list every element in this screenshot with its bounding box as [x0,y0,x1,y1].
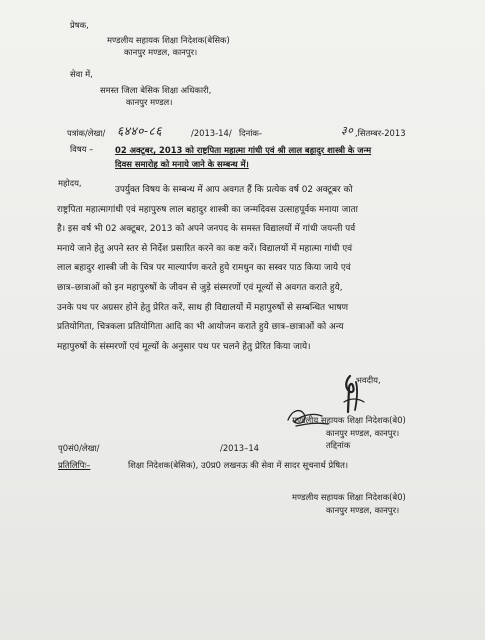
body-line: महापुरुषों के संस्मरणों एवं मूल्यों के अनुसार पथ पर चलने हेतु प्रेरित किया जाये। [57,341,311,352]
footer-signatory-designation: मण्डलीय सहायक शिक्षा निदेशक(बे0) [292,492,406,502]
sender-place: कानपुर मण्डल, कानपुर। [124,47,198,57]
reference-date-day: ३० [341,124,354,137]
copy-ref-label: पृ0सं0/लेखा/ [58,443,100,453]
reference-year: /2013-14/ [191,128,232,138]
sender-designation: मण्डलीय सहायक शिक्षा निदेशक(बेसिक) [107,35,230,45]
body-line: छात्र–छात्राओं को इन महापुरुषों के जीवन से जुड़े संस्मरणों एवं मूल्यों से अवगत कराते हुये, [57,282,343,293]
body-line: राष्ट्रपिता महात्मागांधी एवं महापुरुष लाल बहादुर शास्त्री का जन्मदिवस उत्साहपूर्वक मनाया जाता [57,204,358,215]
body-line: है। इस वर्ष भी 02 अक्टूबर, 2013 को अपने जनपद के समस्त विद्यालयों में गांधी जयन्ती पर्व [57,224,356,235]
sender-label: प्रेषक, [70,20,89,30]
subject-line-1: 02 अक्टूबर, 2013 को राष्ट्रपिता महात्मा गांधी एवं श्री लाल बहादुर शास्त्री के जन्म [115,145,372,155]
copy-same-date: तद्दिनांक [326,440,351,450]
copy-text: शिक्षा निदेशक(बेसिक), उ0प्र0 लखनऊ की सेवा में सादर सूचनार्थ प्रेषित। [128,460,349,470]
closing: भवदीय, [356,375,381,385]
body-line: उपर्युक्त विषय के सम्बन्ध में आप अवगत हैं कि प्रत्येक वर्ष 02 अक्टूबर को [115,185,353,195]
body-line: मनाये जाने हेतु अपने स्तर से निर्देश प्रसारित करने का कष्ट करें। विद्यालयों में महात्मा गांधी एवं [57,243,353,254]
reference-label: पत्रांक/लेखा/ [67,128,106,138]
reference-date-rest: ,सितम्बर-2013 [355,128,406,138]
reference-handwritten-number: ६४४०-८६ [117,124,162,138]
recipient-designation: समस्त जिला बेसिक शिक्षा अधिकारी, [100,85,212,95]
salutation: महोदय, [58,178,82,188]
body-line: प्रतियोगिता, चित्रकला प्रतियोगिता आदि का भी आयोजन कराते हुये छात्र–छात्राओं को अन्य [57,322,344,333]
subject-line-2: दिवस समारोह को मनाये जाने के सम्बन्ध में। [115,159,249,169]
subject-label: विषय – [70,144,94,154]
recipient-label: सेवा में, [70,69,93,79]
signatory-designation: मण्डलीय सहायक शिक्षा निदेशक(बे0) [292,415,406,425]
letter-body [57,178,441,357]
signatory-place: कानपुर मण्डल, कानपुर। [326,428,400,438]
recipient-place: कानपुर मण्डल। [126,97,173,107]
body-line: लाल बहादुर शास्त्री जी के चित्र पर माल्यार्पण करते हुये रामधुन का सस्वर पाठ किया जाये एवं [57,263,351,274]
copy-label: प्रतिलिपिः– [58,460,91,470]
copy-ref-year: /2013–14 [220,443,259,453]
body-line: उनके पथ पर अग्रसर होने हेतु प्रेरित करें, साथ ही विद्यालयों में महापुरुषों से सम्बन्धित भाषण [57,302,349,313]
reference-date-label: दिनांक- [239,128,262,138]
footer-signatory-place: कानपुर मण्डल, कानपुर। [326,505,400,515]
